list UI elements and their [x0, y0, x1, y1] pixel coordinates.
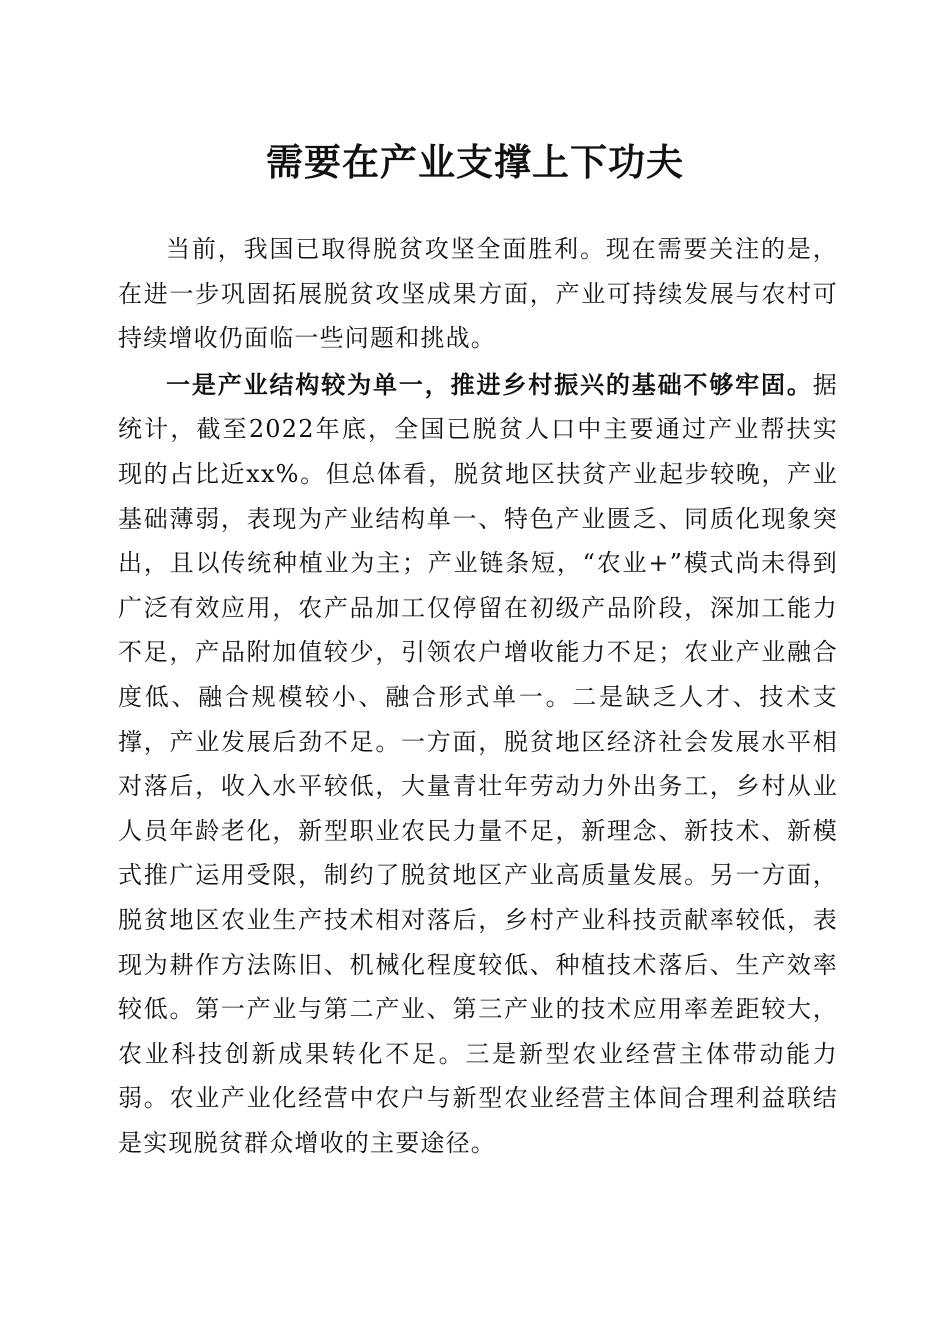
document-title: 需要在产业支撑上下功夫 — [266, 140, 684, 184]
paragraph-text: 据统计，截至2022年底，全国已脱贫人口中主要通过产业帮扶实现的占比近xx%。但总体看，脱贫地区扶贫产业起步较晚，产业基础薄弱，表现为产业结构单一、特色产业匮乏、同质化现象突出，且以传统种植业为主；产业链条短，“农业+”模式尚未得到广泛有效应用，农产品加工仅停留在初级产品阶段，深加工能力不足，产品附加值较少，引领农户增收能力不足；农业产业融合度低、融合规模较小、融合形式单一。二是缺乏人才、技术支撑，产业发展后劲不足。一方面，脱贫地区经济社会发展水平相对落后，收入水平较低，大量青壮年劳动力外出务工，乡村从业人员年龄老化，新型职业农民力量不足，新理念、新技术、新模式推广运用受限，制约了脱贫地区产业高质量发展。另一方面，脱贫地区农业生产技术相对落后，乡村产业科技贡献率较低，表现为耕作方法陈旧、机械化程度较低、种植技术落后、生产效率较低。第一产业与第二产业、第三产业的技术应用率差距较大，农业科技创新成果转化不足。三是新型农业经营主体带动能力弱。农业产业化经营中农户与新型农业经营主体间合理利益联结是实现脱贫群众增收的主要途径。 — [118, 370, 838, 1157]
paragraph-main — [118, 363, 838, 1166]
paragraph-text: 当前，我国已取得脱贫攻坚全面胜利。现在需要关注的是，在进一步巩固拓展脱贫攻坚成果方面，产业可持续发展与农村可持续增收仍面临一些问题和挑战。 — [118, 235, 838, 353]
document-body — [118, 227, 838, 1167]
paragraph-lead-sentence: 一是产业结构较为单一，推进乡村振兴的基础不够牢固。 — [166, 369, 813, 399]
paragraph-intro — [118, 227, 838, 361]
